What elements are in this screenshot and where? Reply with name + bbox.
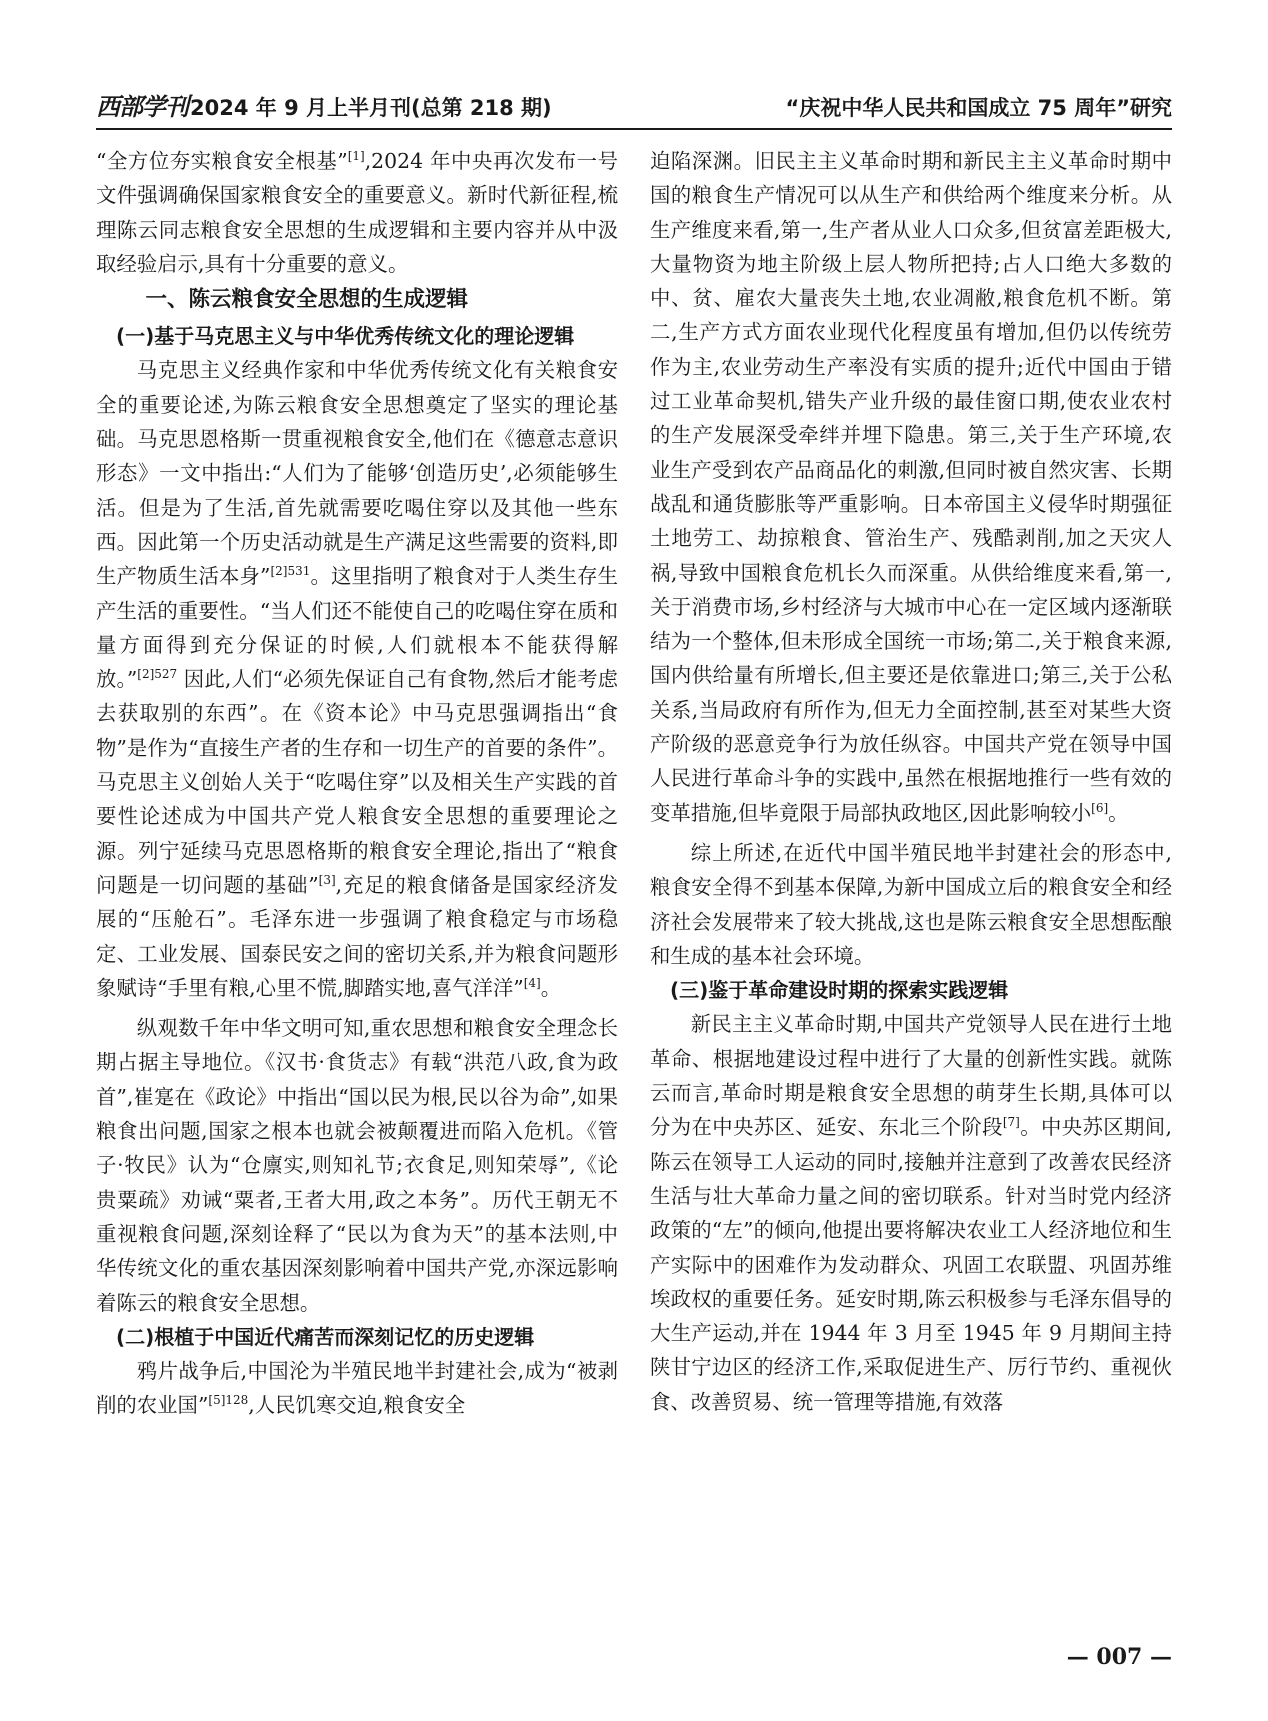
paragraph: 鸦片战争后,中国沦为半殖民地半封建社会,成为“被剥削的农业国”$^{[5]128}$,人民饥寒交迫,粮食安全 xyxy=(96,1359,618,1418)
subsection-heading: (一)基于马克思主义与中华优秀传统文化的理论逻辑 xyxy=(116,324,575,349)
citation[interactable]: [6] xyxy=(1091,800,1109,815)
section-title: “庆祝中华人民共和国成立 75 周年”研究 xyxy=(785,96,1172,120)
paragraph: 纵观数千年中华文明可知,重农思想和粮食安全理念长期占据主导地位。《汉书·食货志》有载“洪范八政,食为政首”,崔寔在《政论》中指出“国以民为根,民以谷为命”,如果粮食出问题,国家之根本也就会被颠覆进而陷入危机。《管子·牧民》认为“仓廪实,则知礼节;衣食足,则知荣辱”,《论贵粟疏》劝诫“粟者,王者大用,政之本务”。历代王朝无不重视粮食问题,深刻诠释了“民以为食为天”的基本法则,中华传统文化的重农基因深刻影响着中国共产党,亦深远影响着陈云的粮食安全思想。 xyxy=(96,1016,618,1315)
paragraph: 迫陷深渊。旧民主主义革命时期和新民主主义革命时期中国的粮食生产情况可以从生产和供给两个维度来分析。从生产维度来看,第一,生产者从业人口众多,但贫富差距极大,大量物资为地主阶级上层人物所把持;占人口绝大多数的中、贫、雇农大量丧失土地,农业凋敝,粮食危机不断。第二,生产方式方面农业现代化程度虽有增加,但仍以传统劳作为主,农业劳动生产率没有实质的提升;近代中国由于错过工业革命契机,错失产业升级的最佳窗口期,使农业农村的生产发展深受牵绊并埋下隐患。第三,关于生产环境,农业生产受到农产品商品化的刺激,但同时被自然灾害、长期战乱和通货膨胀等严重影响。日本帝国主义侵华时期强征土地劳工、劫掠粮食、管治生产、残酷剥削,加之天灾人祸,导致中国粮食危机长久而深重。从供给维度来看,第一,关于消费市场,乡村经济与大城市中心在一定区域内逐渐联结为一个整体,但未形成全国统一市场;第二,关于粮食来源,国内供给量有所增长,但主要还是依靠进口;第三,关于公私关系,当局政府有所作为,但无力全面控制,甚至对某些大资产阶级的恶意竞争行为放任纵容。中国共产党在领导中国人民进行革命斗争的实践中,虽然在根据地推行一些有效的变革措施,但毕竟限于局部执政地区,因此影响较小[6]。 xyxy=(650,149,1172,825)
citation[interactable]: [4] xyxy=(523,976,541,991)
left-column xyxy=(96,144,618,1423)
paragraph: 新民主主义革命时期,中国共产党领导人民在进行土地革命、根据地建设过程中进行了大量的创新性实践。就陈云而言,革命时期是粮食安全思想的萌芽生长期,具体可以分为在中央苏区、延安、东北三个阶段[7]。中央苏区期间,陈云在领导工人运动的同时,接触并注意到了改善农民经济生活与壮大革命力量之间的密切联系。针对当时党内经济政策的“左”的倾向,他提出要将解决农业工人经济地位和生产实际中的困难作为发动群众、巩固工农联盟、巩固苏维埃政权的重要任务。延安时期,陈云积极参与毛泽东倡导的大生产运动,并在 1944 年 3 月至 1945 年 9 月期间主持陕甘宁边区的经济工作,采取促进生产、厉行节约、重视伙食、改善贸易、统一管理等措施,有效落 xyxy=(650,1012,1172,1414)
paragraph: 综上所述,在近代中国半殖民地半封建社会的形态中,粮食安全得不到基本保障,为新中国成立后的粮食安全和经济社会发展带来了较大挑战,这也是陈云粮食安全思想酝酿和生成的基本社会环境。 xyxy=(650,840,1172,968)
journal-logo: 西部学刊 xyxy=(96,92,188,121)
citation[interactable]: [2]531 xyxy=(270,564,311,579)
running-header xyxy=(96,84,1172,130)
citation[interactable]: [3] xyxy=(318,873,336,888)
section-heading: 一、陈云粮食安全思想的生成逻辑 xyxy=(145,287,468,313)
right-column xyxy=(650,144,1172,1419)
issue-info: 2024 年 9 月上半月刊(总第 218 期) xyxy=(190,96,552,120)
subsection-heading: (二)根植于中国近代痛苦而深刻记忆的历史逻辑 xyxy=(116,1324,535,1349)
paragraph: “全方位夯实粮食安全根基”[1],2024 年中央再次发布一号文件强调确保国家粮食安全的重要意义。新时代新征程,梳理陈云同志粮食安全思想的生成逻辑和主要内容并从中汲取经验启示,具有十分重要的意义。 xyxy=(96,149,618,276)
subsection-heading: (三)鉴于革命建设时期的探索实践逻辑 xyxy=(670,978,1009,1003)
citation[interactable]: [7] xyxy=(1002,1115,1020,1130)
citation[interactable]: [1] xyxy=(347,149,365,164)
paragraph: 马克思主义经典作家和中华优秀传统文化有关粮食安全的重要论述,为陈云粮食安全思想奠定了坚实的理论基础。马克思恩格斯一贯重视粮食安全,他们在《德意志意识形态》一文中指出:“人们为了能够‘创造历史’,必须能够生活。但是为了生活,首先就需要吃喝住穿以及其他一些东西。因此第一个历史活动就是生产满足这些需要的资料,即生产物质生活本身”$^{[2]531}$。这里指明了粮食对于人类生存生产生活的重要性。“当人们还不能使自己的吃喝住穿在质和量方面得到充分保证的时候,人们就根本不能获得解放。”$^{[2]527}$ 因此,人们“必须先保证自己有食物,然后才能考虑去获取别的东西”。在《资本论》中马克思强调指出“食物”是作为“直接生产者的生存和一切生产的首要的条件”。马克思主义创始人关于“吃喝住穿”以及相关生产实践的首要性论述成为中国共产党人粮食安全思想的重要理论之源。列宁延续马克思恩格斯的粮食安全理论,指出了“粮食问题是一切问题的基础”[3],充足的粮食储备是国家经济发展的“压舱石”。毛泽东进一步强调了粮食稳定与市场稳定、工业发展、国泰民安之间的密切关系,并为粮食问题形象赋诗“手里有粮,心里不慌,脚踏实地,喜气洋洋”[4]。 xyxy=(96,358,618,1000)
header-left xyxy=(96,87,552,128)
citation[interactable]: [5]128 xyxy=(208,1393,249,1408)
page-number: — 007 — xyxy=(1066,1644,1172,1670)
citation[interactable]: [2]527 xyxy=(137,667,178,682)
